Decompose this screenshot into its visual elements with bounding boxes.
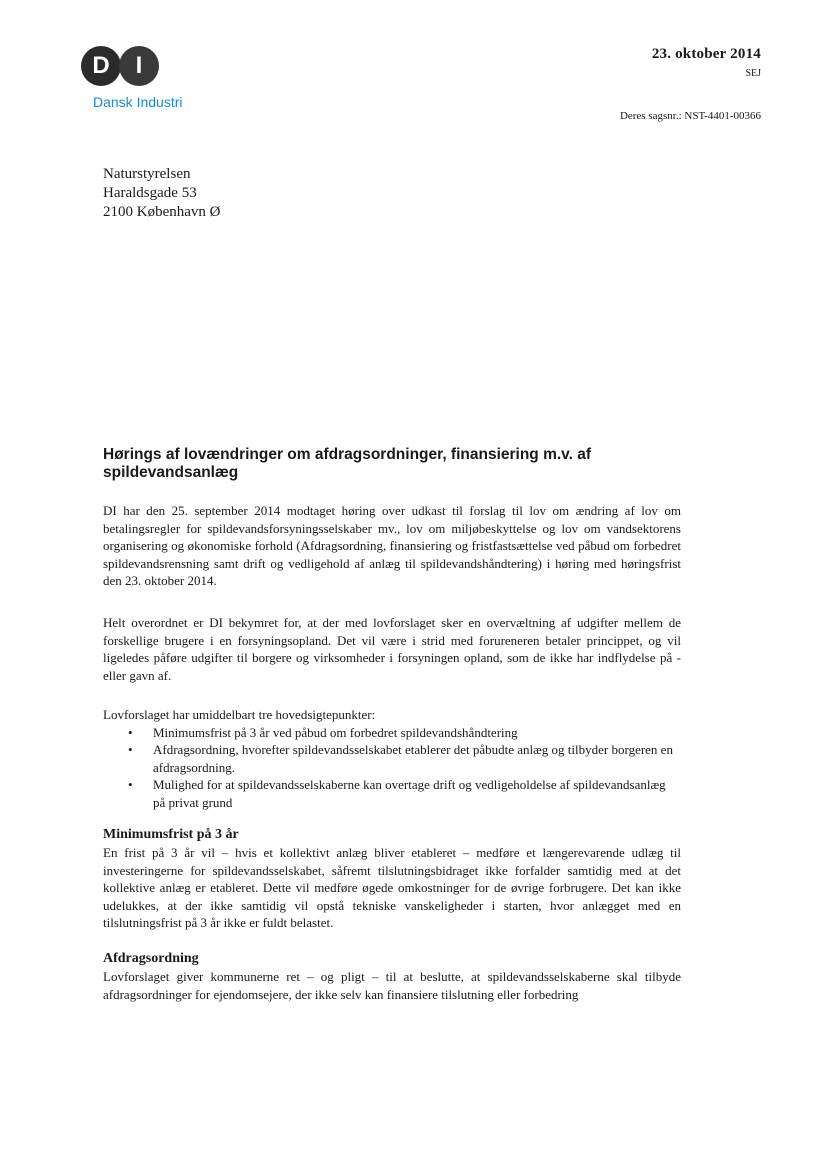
- di-logo: [81, 46, 191, 114]
- bullet-text: Afdragsordning, hvorefter spildevandsselskabet etablerer det påbudte anlæg og tilbyder borgeren en afdragsordning.: [153, 742, 673, 775]
- list-item: [103, 776, 681, 811]
- paragraph-concern: Helt overordnet er DI bekymret for, at der med lovforslaget sker en overvæltning af udgifter mellem de forskellige brugere i en forsyningsopland. Det vil være i strid med forureneren betaler princippet, og vil ligeledes påføre udgifter til borgere og virksomheder i forsyningen opland, som de ikke har indflydelse på - eller gavn af.: [103, 615, 681, 683]
- letter-title: Hørings af lovændringer om afdragsordninger, finansiering m.v. af spildevandsanlæg: [103, 446, 592, 481]
- bullet-icon: •: [128, 724, 133, 740]
- letter-date: 23. oktober 2014: [651, 46, 761, 62]
- bullet-list: [103, 724, 681, 812]
- list-item: [103, 724, 681, 742]
- recipient-address: [103, 165, 220, 222]
- logo-circles: [81, 46, 161, 86]
- logo-letter-d: D: [81, 46, 121, 86]
- address-line: 2100 København Ø: [103, 204, 221, 220]
- address-line: Naturstyrelsen: [103, 166, 191, 182]
- key-points-intro: Lovforslaget har umiddelbart tre hovedsigtepunkter:: [103, 707, 376, 722]
- logo-name: Dansk Industri: [93, 94, 183, 110]
- bullet-icon: •: [128, 742, 133, 757]
- section-text: Lovforslaget giver kommunerne ret – og pligt – til at beslutte, at spildevandsselskaberne skal tilbyde afdragsordninger for ejendomsejere, der ikke selv kan finansiere tilslutning eller forbedring: [103, 969, 681, 1002]
- address-line: Haraldsgade 53: [103, 185, 197, 201]
- bullet-text: Mulighed for at spildevandsselskaberne kan overtage drift og vedligeholdelse af spildevandsanlæg på privat grund: [153, 777, 666, 810]
- bullet-text: Minimumsfrist på 3 år ved påbud om forbedret spildevandshåndtering: [153, 724, 518, 740]
- bullet-icon: •: [128, 777, 133, 792]
- logo-letter-i: I: [119, 46, 159, 86]
- section-minimumsfrist: [103, 826, 681, 932]
- section-text: En frist på 3 år vil – hvis et kollektivt anlæg bliver etableret – medføre et længerevarende udlæg til investeringerne for spildevandsselskabet, såfremt tilslutningsbidraget ikke forfalder samtidig med at det kollektive anlæg er etableret. Dette vil medføre øgede omkostninger for de øvrige forbrugere. Det kan ikke udelukkes, at der ikke samtidig vil opstå tekniske vanskeligheder i starten, hvor anlægget med en tilslutningsfrist på 3 år ikke er fuldt belastet.: [103, 845, 681, 930]
- case-reference: Deres sagsnr.: NST-4401-00366: [619, 110, 761, 122]
- key-points-block: [103, 706, 681, 811]
- paragraph-intro: DI har den 25. september 2014 modtaget høring over udkast til forslag til lov om ændring af lov om betalingsregler for spildevandsforsyningsselskaber mv., lov om miljøbeskyttelse og lov om vandsektorens organisering og økonomiske forhold (Afdragsordning, finansiering og fristfastsættelse ved påbud om forbedret spildevandsrensning samt drift og vedligehold af anlæg til spildevandshåndtering) i høring med høringsfrist den 23. oktober 2014.: [103, 503, 681, 588]
- section-afdragsordning: [103, 950, 681, 1003]
- section-heading: Afdragsordning: [103, 951, 199, 966]
- list-item: [103, 741, 681, 776]
- section-heading: Minimumsfrist på 3 år: [103, 827, 239, 842]
- sender-initials: SEJ: [745, 68, 761, 79]
